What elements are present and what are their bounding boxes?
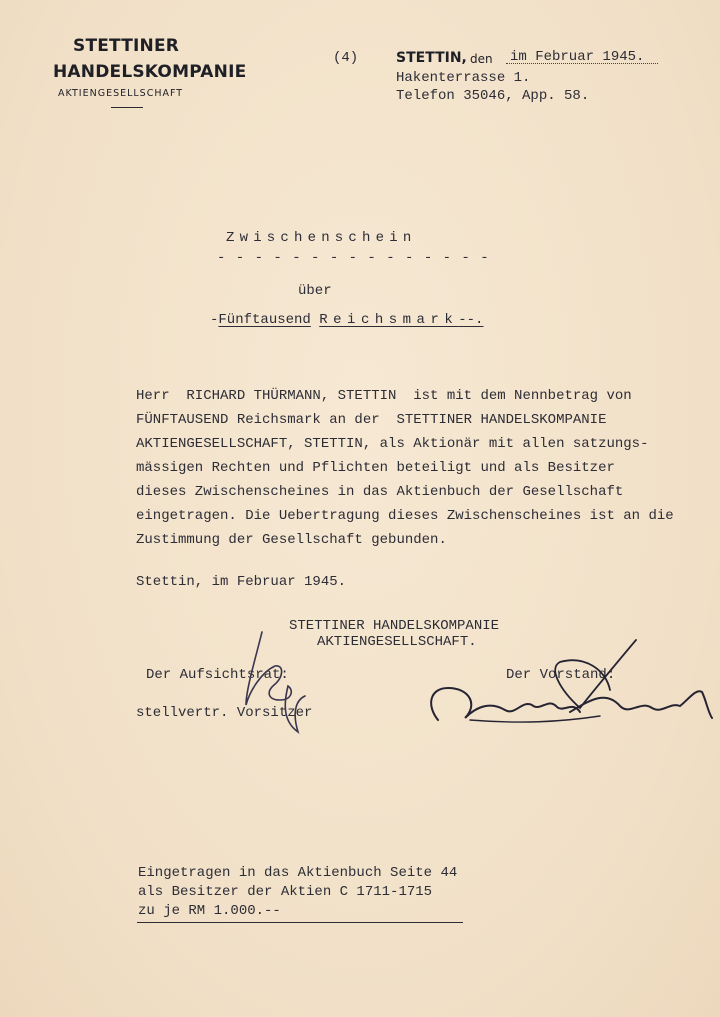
stellvertreter-label: stellvertr. Vorsitzer: [136, 705, 313, 721]
aufsichtsrat-label: Der Aufsichtsrat:: [146, 667, 289, 683]
header-city: STETTIN,: [396, 50, 467, 66]
amount-prefix: -: [210, 312, 219, 328]
letterhead-line1: STETTINER: [73, 36, 180, 56]
place-date: Stettin, im Februar 1945.: [136, 574, 347, 590]
document-number: (4): [333, 50, 359, 66]
registration-underline: [137, 922, 463, 923]
letterhead-line3: AKTIENGESELLSCHAFT: [58, 88, 184, 99]
document-title: Zwischenschein: [226, 230, 417, 246]
vorstand-signature-underline: [470, 716, 600, 722]
ueber-label: über: [298, 283, 332, 299]
vorstand-signature-name2: [570, 691, 712, 718]
header-date: im Februar 1945.: [510, 49, 645, 65]
vorstand-signature-name1: [431, 688, 580, 720]
signature-company-line2: AKTIENGESELLSCHAFT.: [317, 634, 477, 650]
amount-line: [210, 312, 483, 328]
amount-word: Fünftausend: [218, 312, 311, 328]
amount-currency: Reichsmark: [319, 312, 459, 328]
header-address: Hakenterrasse 1.: [396, 70, 531, 86]
date-dotted-line: [506, 63, 658, 64]
amount-suffix: --.: [458, 312, 484, 328]
signature-company-line1: STETTINER HANDELSKOMPANIE: [289, 618, 500, 634]
vorstand-label: Der Vorstand:: [506, 667, 616, 683]
registration-text: Eingetragen in das Aktienbuch Seite 44 als Besitzer der Aktien C 1711-1715 zu je RM 1.000.--: [138, 865, 458, 919]
title-underline: - - - - - - - - - - - - - - -: [217, 250, 490, 266]
letterhead-rule: [111, 107, 143, 108]
header-den: den: [470, 52, 493, 66]
header-phone: Telefon 35046, App. 58.: [396, 88, 590, 104]
body-text: Herr RICHARD THÜRMANN, STETTIN ist mit dem Nennbetrag von FÜNFTAUSEND Reichsmark an der STETTINER HANDELSKOMPANIE AKTIENGESELLSCHAFT, STETTIN, als Aktionär mit allen satzungs- mässigen Rechten und Pflichten beteiligt und als Besitzer dieses Zwischenscheines in das Aktienbuch der Gesellschaft eingetragen. Die Uebertragung dieses Zwischenscheines ist an die Zustimmung der Gesellschaft gebunden.: [136, 388, 674, 548]
letterhead-line2: HANDELSKOMPANIE: [53, 62, 247, 82]
